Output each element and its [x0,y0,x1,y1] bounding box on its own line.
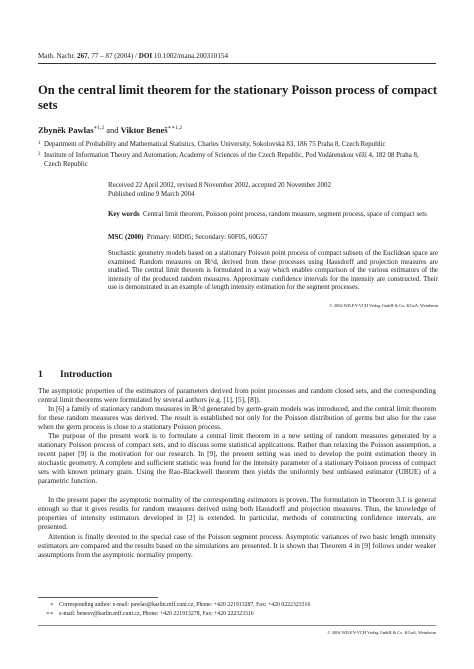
affiliation-number: 2 [38,152,41,157]
abstract-copyright: © 2004 WILEY-VCH Verlag GmbH & Co. KGaA, Weinheim [329,303,438,308]
doi-value[interactable]: 10.1002/mana.200310154 [153,52,228,60]
msc-label: MSC (2000) [108,234,144,241]
body-paragraph: The asymptotic properties of the estimators of parameters derived from point processes and random closed sets, and the corresponding central limit theorems were formulated by several authors (e.g. [1], [5], [8]). [38,386,436,404]
footnote-text: Corresponding author: e-mail: pawlas@karlin.mff.cuni.cz, Phone: +420 221913287, Fax: +420 0222323316 [59,602,311,608]
footnote [38,602,436,608]
author-connector: and [106,125,119,135]
journal-year: (2004) [114,52,134,60]
msc-classification [108,234,438,241]
abstract: Stochastic geometry models based on a stationary Poisson point process of compact subsets of the Euclidean space are examined. Random measures on ℝ^d, derived from these processes using Hausdorff and projection measures are studied. The central limit theorem is formulated in a way which enables comparison of the various estimators of the intensity of the produced random measures. Approximate confidence intervals for the intensity are constructed. Their use is demonstrated in an example of length intensity estimation for the segment processes. [108,250,438,292]
author-superscript: ∗1,2 [93,125,105,132]
body-paragraph: Attention is finally devoted to the special case of the Poisson segment process. Asymptotic variances of two basic length intensity estimators are compared and the results based on the simulations are presented. It is shown that Theorem 4 in [9] follows under weaker assumptions from the asymptotic normality property. [38,532,436,559]
keywords-label: Key words [108,211,140,218]
affiliation-number: 1 [38,141,41,146]
footnote-mark: ∗ [50,602,54,608]
author-name: Zbyněk Pawlas [38,125,94,135]
doi-label: DOI [138,52,153,60]
paper-title: On the central limit theorem for the stationary Poisson process of compact sets [38,83,438,112]
journal-volume: 267 [77,52,88,60]
published-date: Published online 9 March 2004 [108,191,195,198]
running-header: Math. Nachr. 267, 77 – 87 (2004) / DOI 10.1002/mana.200310154 [38,52,228,60]
header-divider [38,63,436,64]
publication-history [108,181,438,199]
affiliation-text: Department of Probability and Mathematical Statistics, Charles University, Sokolovská 83, 186 75 Praha 8, Czech Republic [44,141,386,148]
journal-name: Math. Nachr. [38,52,76,60]
body-paragraph: In [6] a family of stationary random measures in ℝ^d generated by germ-grain models was introduced, and the central limit theorem for these random measures was derived. The result is established not only for the Poisson distribution of germs but also for the case when the germ process is close to a stationary Poisson process. [38,404,436,431]
msc-text: Primary: 60D05; Secondary: 60F05, 60G57 [146,234,268,241]
author-line [38,125,438,135]
journal-pages: 77 – 87 [91,52,113,60]
section-heading [38,369,112,380]
body-paragraph: In the present paper the asymptotic normality of the corresponding estimators is proven. The formulation in Theorem 3.1 is general enough so that it gives results for random measures derived using both Hausdorff and projection measures. Thus, the knowledge of properties of intensity estimators developed in [2] is extended. In particular, methods of constructing confidence intervals, are presented. [38,495,436,531]
section-title: Introduction [60,369,113,380]
affiliation-text: Institute of Information Theory and Automation, Academy of Sciences of the Czech Republic, Pod Vodárenskou věží 4, 182 08 Praha 8, Czech Republic [44,152,419,168]
section-number: 1 [38,369,43,380]
keywords-text: Central limit theorem, Poisson point process, random measure, segment process, space of compact sets [143,211,427,218]
footer-divider [38,625,436,626]
footnote-divider [38,597,158,598]
author-superscript: ∗∗1,2 [167,125,183,132]
body-paragraph: The purpose of the present work is to formulate a central limit theorem in a new setting of random measures generated by a stationary Poisson process of compact sets, and to discuss some statistical applications. Rather than relaxing the Poisson assumption, a recent paper [9] is the motivation for our research. In [9], the present setting was used to develop the point estimation theory in stochastic geometry. A complete and sufficient statistic was found for the intensity parameter of a stationary Poisson process of compact sets with known primary grain. Using the Rao-Blackwell theorem then yields the uniformly best unbiased estimator (UBUE) of a parametric function. [38,431,436,485]
received-dates: Received 22 April 2002, revised 8 November 2002, accepted 20 November 2002 [108,182,331,189]
footnote-mark: ∗∗ [46,611,54,617]
author-name: Viktor Beneš [120,125,168,135]
keywords [108,211,438,220]
footnote-text: e-mail: benesv@karlin.mff.cuni.cz, Phone: +420 221913278, Fax: +420 222323316 [59,611,254,617]
footer-copyright: © 2004 WILEY-VCH Verlag GmbH & Co. KGaA, Weinheim [327,630,436,635]
footnote [38,611,436,617]
